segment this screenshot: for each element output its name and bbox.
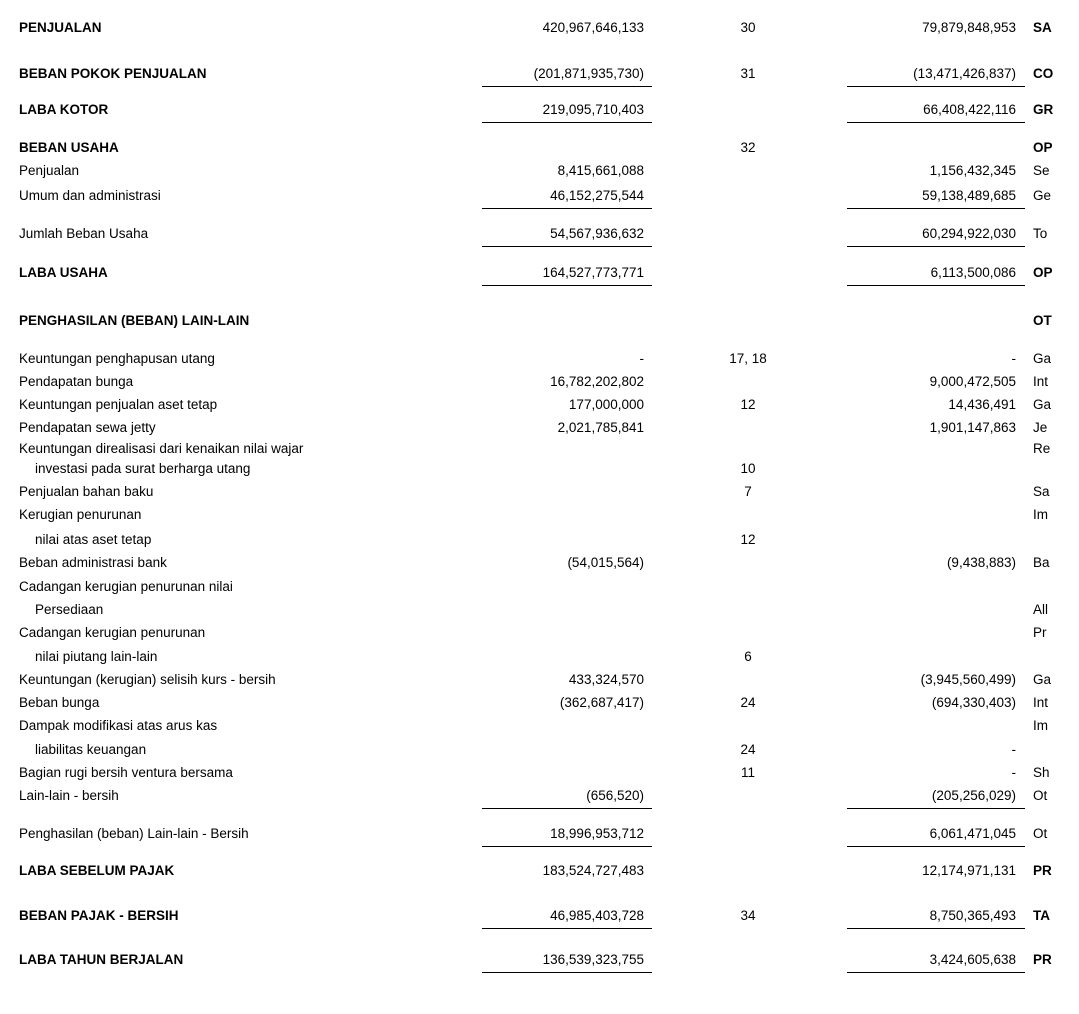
row-label: Penghasilan (beban) Lain-lain - Bersih	[19, 826, 249, 841]
english-label: Ga	[1033, 672, 1052, 687]
prior-year-value: -	[1011, 765, 1016, 780]
note-ref: 34	[740, 908, 756, 923]
row-label: Keuntungan penjualan aset tetap	[19, 397, 218, 412]
current-year-value: 16,782,202,802	[550, 374, 644, 389]
english-label: PR	[1033, 863, 1052, 878]
current-year-value: 2,021,785,841	[557, 420, 644, 435]
row-label: investasi pada surat berharga utang	[35, 461, 251, 476]
row-label: Umum dan administrasi	[19, 188, 161, 203]
subtotal-rule	[482, 246, 652, 247]
row-label: nilai piutang lain-lain	[35, 649, 158, 664]
row-jumlah-beban-usaha	[0, 225, 1079, 243]
current-year-value: 183,524,727,483	[542, 863, 644, 878]
row-label: nilai atas aset tetap	[35, 532, 152, 547]
row-label: Keuntungan direalisasi dari kenaikan nilai wajar	[19, 441, 304, 456]
row-liabilitas-keuangan	[0, 741, 1079, 759]
row-laba-kotor	[0, 101, 1079, 119]
current-year-value: 136,539,323,755	[542, 952, 644, 967]
english-label: Ga	[1033, 351, 1052, 366]
english-label: To	[1033, 226, 1048, 241]
english-label: Ga	[1033, 397, 1052, 412]
row-pendapatan-sewa-jetty	[0, 419, 1079, 437]
row-beban-pajak-bersih	[0, 907, 1079, 925]
note-ref: 24	[740, 742, 756, 757]
row-nilai-aset-tetap	[0, 531, 1079, 549]
note-ref: 30	[740, 20, 756, 35]
english-label: Ba	[1033, 555, 1050, 570]
subtotal-rule	[847, 846, 1025, 847]
current-year-value: (362,687,417)	[559, 695, 644, 710]
subtotal-rule	[847, 208, 1025, 209]
english-label: Ot	[1033, 788, 1048, 803]
current-year-value: 46,985,403,728	[550, 908, 644, 923]
row-cadangan-penurunan-nilai	[0, 578, 1079, 596]
prior-year-value: 1,901,147,863	[929, 420, 1016, 435]
note-ref: 17, 18	[729, 351, 767, 366]
prior-year-value: 59,138,489,685	[922, 188, 1016, 203]
current-year-value: (656,520)	[586, 788, 644, 803]
english-label: Je	[1033, 420, 1048, 435]
subtotal-rule	[847, 285, 1025, 286]
prior-year-value: 8,750,365,493	[929, 908, 1016, 923]
row-keuntungan-penjualan-aset	[0, 396, 1079, 414]
current-year-value: -	[639, 351, 644, 366]
english-label: Sh	[1033, 765, 1050, 780]
english-label: All	[1033, 602, 1049, 617]
row-label: BEBAN POKOK PENJUALAN	[19, 66, 207, 81]
note-ref: 12	[740, 532, 756, 547]
row-label: Keuntungan penghapusan utang	[19, 351, 215, 366]
current-year-value: (201,871,935,730)	[533, 66, 644, 81]
row-label: PENJUALAN	[19, 20, 102, 35]
english-label: OP	[1033, 140, 1053, 155]
row-investasi-surat-berharga	[0, 460, 1079, 478]
row-label: Beban administrasi bank	[19, 555, 167, 570]
english-label: CO	[1033, 66, 1054, 81]
note-ref: 6	[744, 649, 752, 664]
row-beban-pokok-penjualan	[0, 65, 1079, 83]
english-label: OT	[1033, 313, 1052, 328]
current-year-value: 420,967,646,133	[542, 20, 644, 35]
row-label: Dampak modifikasi atas arus kas	[19, 718, 218, 733]
row-penghasilan-lain-lain-bersih	[0, 825, 1079, 843]
subtotal-rule	[482, 86, 652, 87]
english-label: Sa	[1033, 484, 1050, 499]
row-label: Lain-lain - bersih	[19, 788, 119, 803]
english-label: Se	[1033, 163, 1050, 178]
row-keuntungan-penghapusan-utang	[0, 350, 1079, 368]
english-label: Ge	[1033, 188, 1052, 203]
row-label: LABA TAHUN BERJALAN	[19, 952, 184, 967]
english-label: Ot	[1033, 826, 1048, 841]
row-label: PENGHASILAN (BEBAN) LAIN-LAIN	[19, 313, 250, 328]
row-label: LABA SEBELUM PAJAK	[19, 863, 175, 878]
prior-year-value: (205,256,029)	[931, 788, 1016, 803]
row-label: Keuntungan (kerugian) selisih kurs - bersih	[19, 672, 276, 687]
note-ref: 11	[740, 765, 755, 780]
english-label: GR	[1033, 102, 1054, 117]
english-label: Im	[1033, 507, 1048, 522]
row-label: LABA USAHA	[19, 265, 108, 280]
row-cadangan-kerugian-penurunan	[0, 624, 1079, 642]
prior-year-value: 6,061,471,045	[929, 826, 1016, 841]
english-label: Im	[1033, 718, 1048, 733]
row-penghasilan-lain-lain	[0, 312, 1079, 330]
prior-year-value: (694,330,403)	[931, 695, 1016, 710]
row-dampak-modifikasi	[0, 717, 1079, 735]
subtotal-rule	[482, 972, 652, 973]
prior-year-value: 1,156,432,345	[929, 163, 1016, 178]
english-label: OP	[1033, 265, 1053, 280]
note-ref: 32	[740, 140, 756, 155]
row-penjualan-bahan-baku	[0, 483, 1079, 501]
note-ref: 10	[740, 461, 756, 476]
subtotal-rule	[482, 285, 652, 286]
english-label: Pr	[1033, 625, 1047, 640]
prior-year-value: (3,945,560,499)	[920, 672, 1016, 687]
subtotal-rule	[847, 86, 1025, 87]
subtotal-rule	[482, 928, 652, 929]
subtotal-rule	[847, 972, 1025, 973]
row-penjualan-expense	[0, 162, 1079, 180]
english-label: Int	[1033, 374, 1049, 389]
row-label: Beban bunga	[19, 695, 100, 710]
row-label: BEBAN PAJAK - BERSIH	[19, 908, 179, 923]
row-selisih-kurs	[0, 671, 1079, 689]
row-penjualan	[0, 19, 1079, 37]
row-bagian-rugi-ventura	[0, 764, 1079, 782]
prior-year-value: (9,438,883)	[946, 555, 1016, 570]
row-label: Penjualan	[19, 163, 80, 178]
row-laba-tahun-berjalan	[0, 951, 1079, 969]
row-nilai-piutang-lain-lain	[0, 648, 1079, 666]
subtotal-rule	[847, 928, 1025, 929]
row-label: LABA KOTOR	[19, 102, 109, 117]
prior-year-value: -	[1011, 351, 1016, 366]
row-label: Pendapatan bunga	[19, 374, 134, 389]
row-label: Cadangan kerugian penurunan nilai	[19, 579, 233, 594]
note-ref: 24	[740, 695, 756, 710]
prior-year-value: 12,174,971,131	[922, 863, 1016, 878]
prior-year-value: 6,113,500,086	[930, 265, 1016, 280]
row-label: Penjualan bahan baku	[19, 484, 154, 499]
prior-year-value: 9,000,472,505	[929, 374, 1016, 389]
current-year-value: 219,095,710,403	[542, 102, 644, 117]
subtotal-rule	[482, 846, 652, 847]
subtotal-rule	[482, 122, 652, 123]
subtotal-rule	[847, 246, 1025, 247]
row-beban-usaha	[0, 139, 1079, 157]
current-year-value: 18,996,953,712	[550, 826, 644, 841]
row-persediaan	[0, 601, 1079, 619]
english-label: SA	[1033, 20, 1052, 35]
prior-year-value: (13,471,426,837)	[913, 66, 1016, 81]
english-label: TA	[1033, 908, 1050, 923]
current-year-value: 46,152,275,544	[550, 188, 644, 203]
prior-year-value: 14,436,491	[948, 397, 1016, 412]
current-year-value: 54,567,936,632	[550, 226, 644, 241]
current-year-value: 433,324,570	[568, 672, 644, 687]
row-label: Jumlah Beban Usaha	[19, 226, 149, 241]
row-kerugian-penurunan	[0, 506, 1079, 524]
row-laba-sebelum-pajak	[0, 862, 1079, 880]
english-label: Re	[1033, 441, 1051, 456]
subtotal-rule	[847, 122, 1025, 123]
note-ref: 7	[744, 484, 752, 499]
prior-year-value: -	[1011, 742, 1016, 757]
current-year-value: (54,015,564)	[567, 555, 644, 570]
row-label: Pendapatan sewa jetty	[19, 420, 156, 435]
row-label: liabilitas keuangan	[35, 742, 147, 757]
subtotal-rule	[847, 808, 1025, 809]
note-ref: 12	[740, 397, 756, 412]
row-pendapatan-bunga	[0, 373, 1079, 391]
row-lain-lain-bersih	[0, 787, 1079, 805]
row-label: Bagian rugi bersih ventura bersama	[19, 765, 233, 780]
row-keuntungan-direalisasi	[0, 440, 1079, 458]
row-label: Persediaan	[35, 602, 104, 617]
current-year-value: 177,000,000	[568, 397, 644, 412]
subtotal-rule	[482, 208, 652, 209]
row-laba-usaha	[0, 264, 1079, 282]
row-umum-administrasi	[0, 187, 1079, 205]
current-year-value: 8,415,661,088	[557, 163, 644, 178]
prior-year-value: 3,424,605,638	[929, 952, 1016, 967]
row-beban-administrasi-bank	[0, 554, 1079, 572]
current-year-value: 164,527,773,771	[542, 265, 644, 280]
subtotal-rule	[482, 808, 652, 809]
prior-year-value: 60,294,922,030	[922, 226, 1016, 241]
english-label: PR	[1033, 952, 1052, 967]
prior-year-value: 79,879,848,953	[922, 20, 1016, 35]
row-label: Kerugian penurunan	[19, 507, 142, 522]
note-ref: 31	[740, 66, 756, 81]
prior-year-value: 66,408,422,116	[923, 102, 1016, 117]
row-beban-bunga	[0, 694, 1079, 712]
row-label: BEBAN USAHA	[19, 140, 119, 155]
english-label: Int	[1033, 695, 1049, 710]
row-label: Cadangan kerugian penurunan	[19, 625, 206, 640]
